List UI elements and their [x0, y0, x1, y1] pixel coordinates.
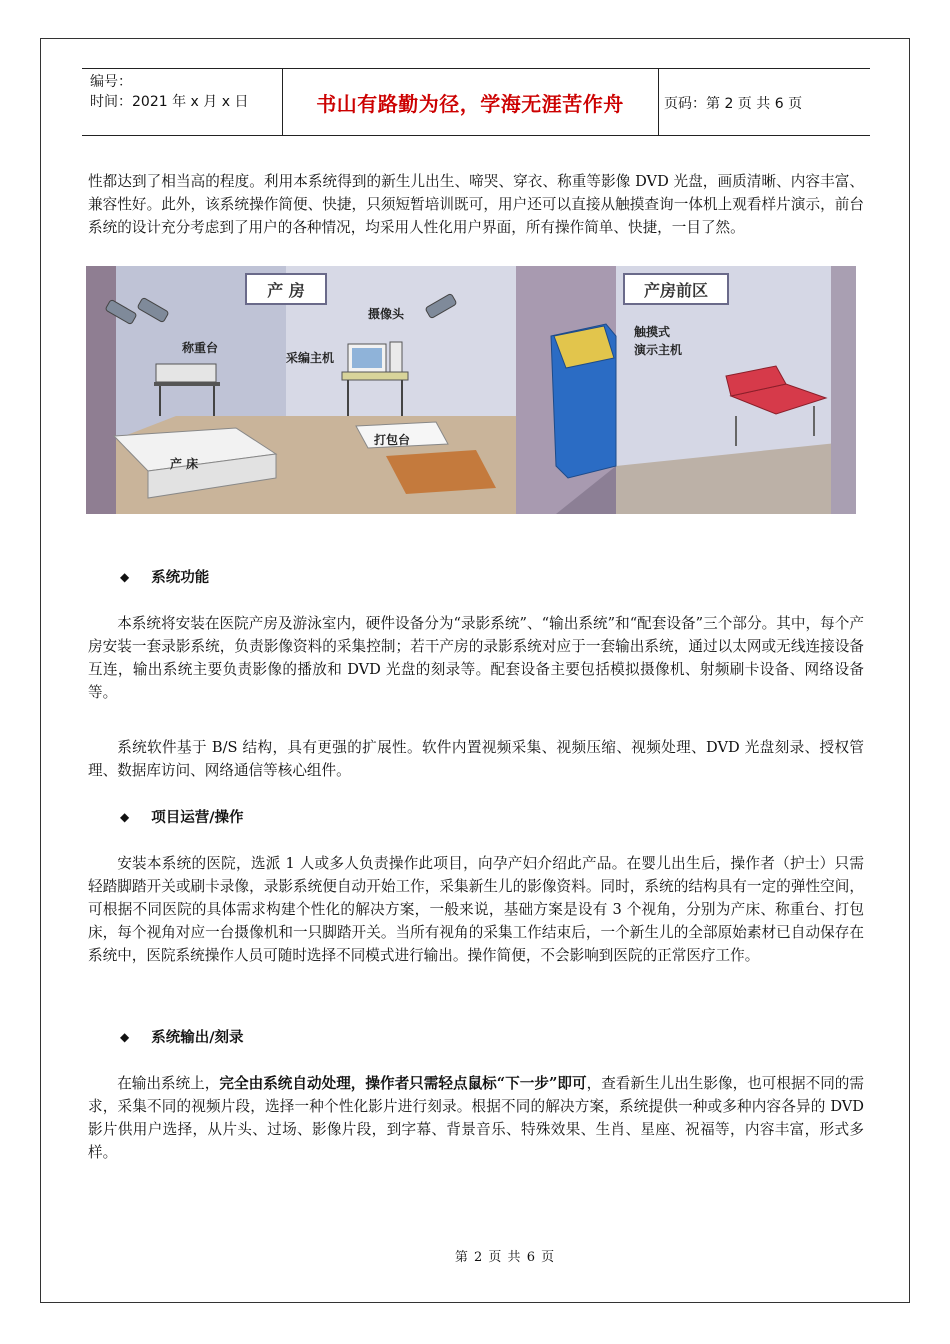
- functions-paragraph-2: 系统软件基于 B/S 结构，具有更强的扩展性。软件内置视频采集、视频压缩、视频处理、DVD 光盘刻录、授权管理、数据库访问、网络通信等核心组件。: [88, 739, 864, 779]
- header-page-info: 页码：第 2 页 共 6 页: [664, 95, 803, 112]
- output-paragraph: [88, 1072, 864, 1164]
- header-meta: [90, 72, 248, 112]
- output-paragraph-rest: ，查看新生儿出生影像，也可根据不同的需求，采集不同的视频片段，选择一种个性化影片进行刻录。根据不同的解决方案，系统提供一种或多种内容各异的 DVD 影片供用户选择，从片头、过场、影像片段，到字幕、背景音乐、特殊效果、生肖、星座、祝福等，内容丰富，形式多样。: [88, 1075, 864, 1161]
- page-footer: 第 2 页 共 6 页: [454, 1250, 556, 1265]
- diamond-bullet-icon: ◆: [120, 569, 130, 584]
- label-bed: 产 床: [170, 457, 199, 471]
- section-title: 系统功能: [151, 570, 210, 586]
- label-editor: 采编主机: [286, 351, 335, 365]
- output-paragraph-emphasis: 完全由系统自动处理，操作者只需轻点鼠标“下一步”即可: [219, 1075, 587, 1092]
- intro-paragraph: 性都达到了相当高的程度。利用本系统得到的新生儿出生、啼哭、穿衣、称重等影像 DVD 光盘，画质清晰、内容丰富、兼容性好。此外，该系统操作简便、快捷，只须短暂培训既可，用户还可以直接从触摸查询一体机上观看样片演示，前台系统的设计充分考虑到了用户的各种情况，均采用人性化用户界面，所有操作简单、快捷，一目了然。: [88, 173, 864, 236]
- header-number-label: 编号：: [90, 74, 132, 90]
- operations-paragraph: 安装本系统的医院，选派 1 人或多人负责操作此项目，向孕产妇介绍此产品。在婴儿出生后，操作者（护士）只需轻踏脚踏开关或刷卡录像，录影系统便自动开始工作，采集新生儿的影像资料。同时，系统的结构具有一定的弹性空间，可根据不同医院的具体需求构建个性化的解决方案，一般来说，基础方案是设有 3 个视角，分别为产床、称重台、打包床，每个视角对应一台摄像机和一只脚踏开关。当所有视角的采集工作结束后，一个新生儿的全部原始素材已自动保存在系统中，医院系统操作人员可随时选择不同模式进行输出。操作简便，不会影响到医院的正常医疗工作。: [88, 855, 864, 964]
- label-packing: 打包台: [374, 433, 411, 447]
- delivery-room-illustration: [86, 266, 856, 514]
- scale-device: [156, 364, 216, 382]
- section-heading-functions: [120, 566, 209, 587]
- header-motto: 书山有路勤为径，学海无涯苦作舟: [316, 92, 624, 116]
- diamond-bullet-icon: ◆: [120, 809, 130, 824]
- right-room-pillar: [831, 266, 856, 514]
- output-paragraph-prefix: 在输出系统上，: [117, 1075, 220, 1092]
- header-date: 时间：2021 年 x 月 x 日: [90, 94, 249, 110]
- sign-front-area-text: 产房前区: [643, 281, 709, 300]
- label-kiosk-line1: 触摸式: [634, 325, 671, 339]
- label-kiosk-line2: 演示主机: [634, 343, 683, 357]
- sign-delivery-room-text: 产 房: [267, 281, 305, 300]
- functions-paragraph-1: 本系统将安装在医院产房及游泳室内，硬件设备分为“录影系统”、“输出系统”和“配套设备”三个部分。其中，每个产房安装一套录影系统，负责影像资料的采集控制；若干产房的录影系统对应于一套输出系统，通过以太网或无线连接设备互连，输出系统主要负责影像的播放和 DVD 光盘的刻录等。配套设备主要包括模拟摄像机、射频刷卡设备、网络设备等。: [88, 615, 864, 701]
- diamond-bullet-icon: ◆: [120, 1029, 130, 1044]
- editor-desk: [342, 372, 408, 380]
- section-heading-output: [120, 1026, 244, 1047]
- page-header: [82, 68, 870, 136]
- section-title: 系统输出/刻录: [151, 1030, 244, 1046]
- section-title: 项目运营/操作: [151, 810, 244, 826]
- section-heading-operations: [120, 806, 244, 827]
- label-scale: 称重台: [182, 341, 219, 355]
- label-camera: 摄像头: [368, 307, 405, 321]
- header-divider-right: [658, 69, 659, 135]
